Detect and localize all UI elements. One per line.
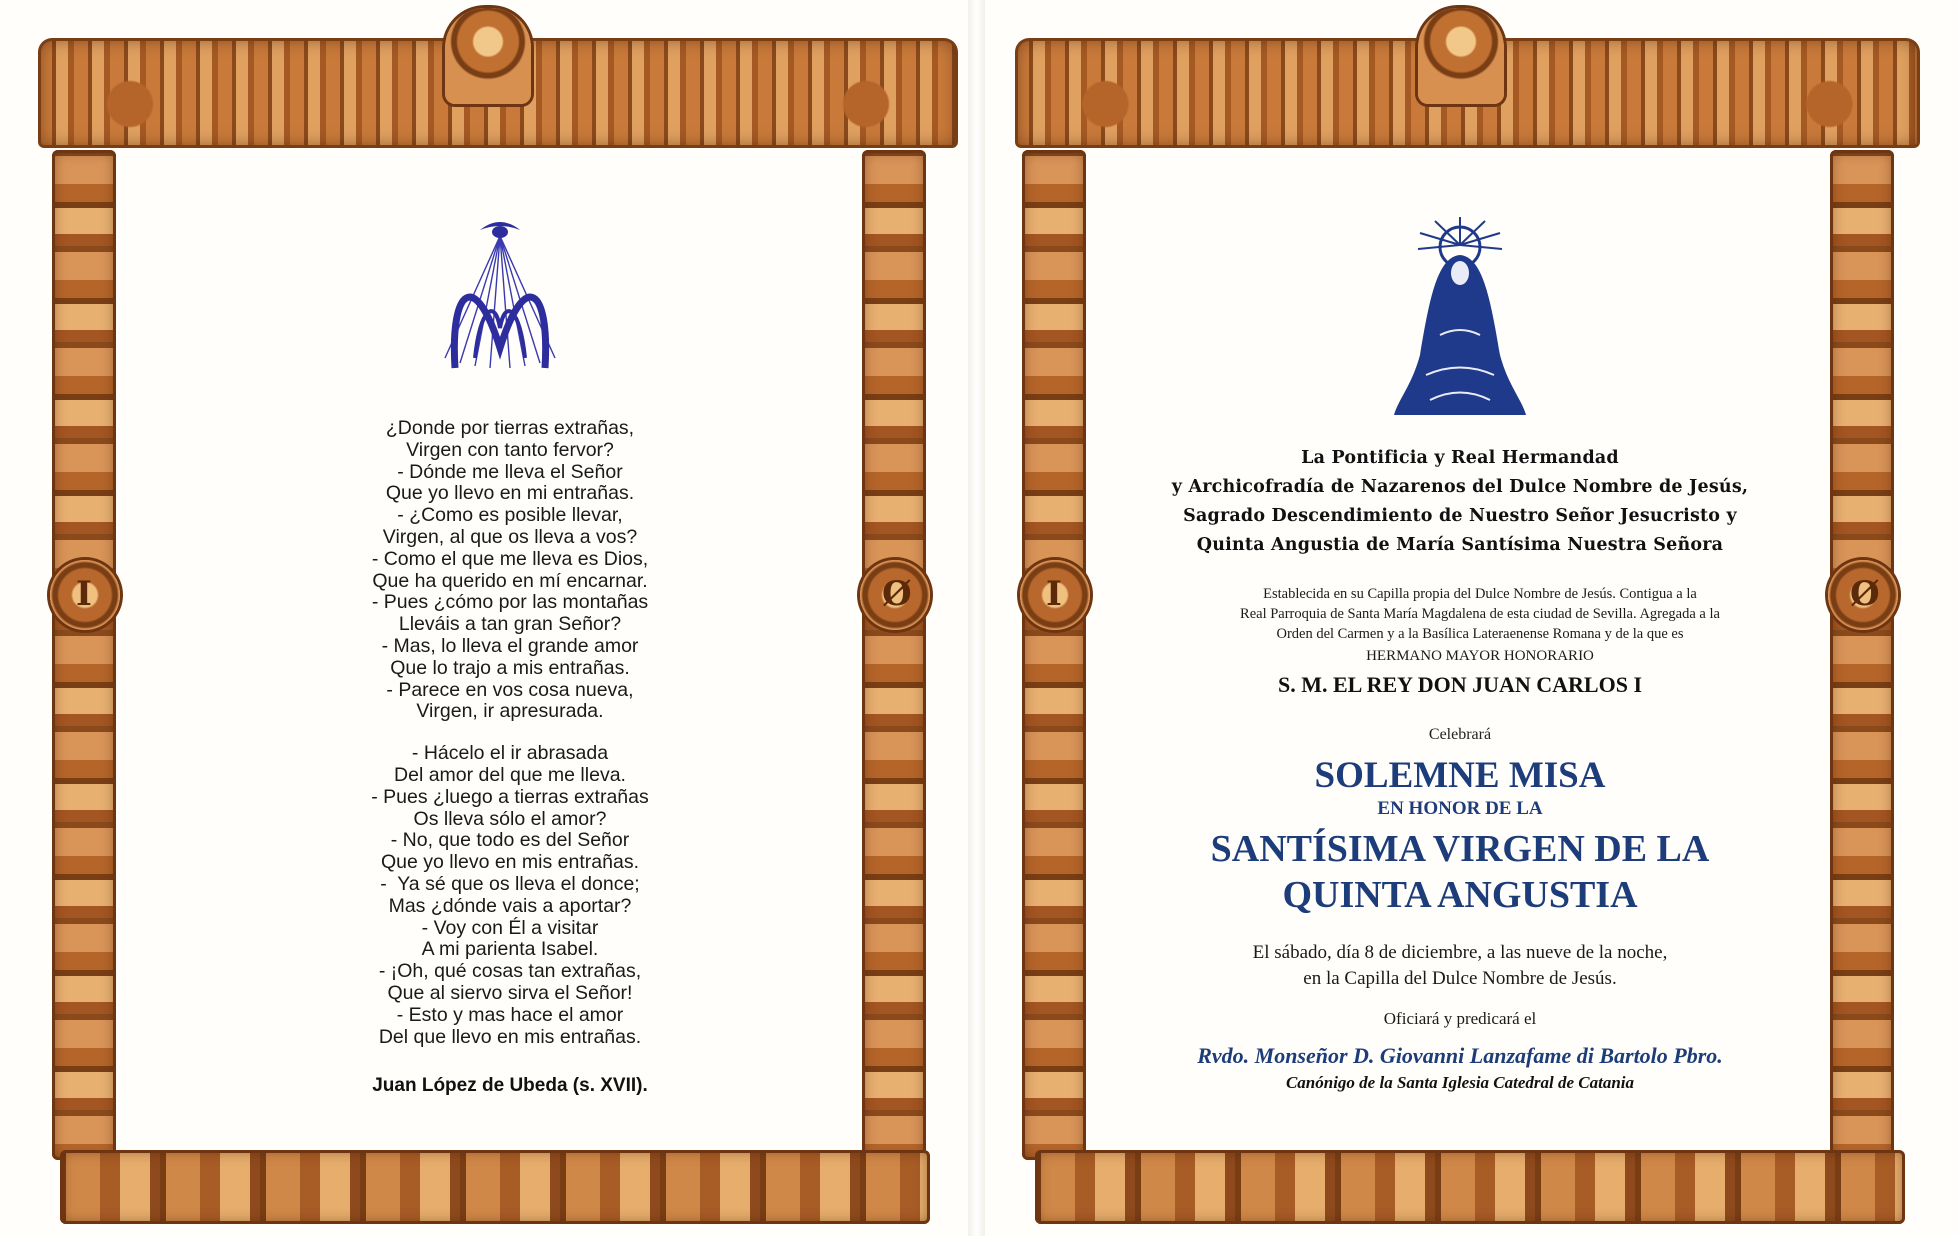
poem-line: Del que llevo en mis entrañas. [378, 1025, 642, 1048]
left-page [0, 0, 968, 1236]
poem-line: - Hácelo el ir abrasada [411, 742, 609, 765]
poem-line: - Pues ¿luego a tierras extrañas [371, 785, 649, 808]
right-ornamental-column [862, 150, 926, 1160]
poem-line: - Pues ¿cómo por las montañas [371, 591, 649, 614]
poem-line: Que yo llevo en mis entrañas. [381, 851, 639, 874]
poem-author: Juan López de Ubeda (s. XVII). [372, 1075, 648, 1096]
poem-line: Que yo llevo en mi entrañas. [385, 482, 635, 505]
honorary-label: HERMANO MAYOR HONORARIO [1366, 648, 1594, 664]
poem-line: Lleváis a tan gran Señor? [398, 613, 622, 636]
mass-title: SOLEMNE MISA [1314, 755, 1606, 796]
virgin-name-line-1: SANTÍSIMA VIRGEN DE LA [1210, 828, 1710, 870]
poem-line: ¿Donde por tierras extrañas, [385, 417, 635, 439]
establishment-line: Orden del Carmen y a la Basílica Lateraenense Romana y de la que es [1276, 626, 1684, 642]
roman-numeral-ornament-right: I [1046, 574, 1062, 614]
poem-line: - Ya sé que os lleva el donce; [380, 872, 640, 895]
poem-line: - ¿Como es posible llevar, [397, 504, 623, 527]
mass-subtitle: EN HONOR DE LA [1377, 798, 1543, 819]
brotherhood-title-line: y Archicofradía de Nazarenos del Dulce Nombre de Jesús, [1171, 477, 1749, 497]
establishment-line: Real Parroquia de Santa María Magdalena de esta ciudad de Sevilla. Agregada a la [1240, 606, 1720, 622]
poem-line: Del amor del que me lleva. [394, 763, 626, 786]
event-place-line: en la Capilla del Dulce Nombre de Jesús. [1303, 968, 1617, 989]
brotherhood-title-line: Sagrado Descendimiento de Nuestro Señor Jesucristo y [1183, 506, 1737, 526]
poem-line: Os lleva sólo el amor? [413, 807, 607, 830]
poem-line: Virgen, al que os lleva a vos? [382, 525, 638, 548]
officiant-title: Canónigo de la Santa Iglesia Catedral de Catania [1285, 1073, 1635, 1092]
poem-line: - Parece en vos cosa nueva, [386, 678, 634, 701]
poem-text [300, 418, 720, 1048]
royal-crest-ornament-right [1418, 8, 1504, 104]
right-ornamental-column-right [1830, 150, 1894, 1160]
poem-line: Que lo trajo a mis entrañas. [390, 656, 630, 679]
left-ornamental-column [52, 150, 116, 1160]
slashed-zero-ornament: Ø [882, 574, 912, 614]
officiant-intro: Oficiará y predicará el [1383, 1009, 1537, 1028]
roman-numeral-ornament: I [76, 574, 92, 614]
poem-line: - No, que todo es del Señor [390, 829, 630, 852]
left-ornamental-column-right [1022, 150, 1086, 1160]
poem-line: - Dónde me lleva el Señor [397, 460, 623, 483]
poem-line: - Voy con Él a visitar [421, 916, 599, 939]
poem-line: Mas ¿dónde vais a aportar? [388, 894, 632, 917]
brotherhood-title-line: La Pontificia y Real Hermandad [1301, 448, 1619, 468]
celebrara-label: Celebrará [1428, 726, 1492, 743]
virgin-name-line-2: QUINTA ANGUSTIA [1282, 874, 1638, 916]
poem-line: A mi parienta Isabel. [421, 938, 599, 961]
bottom-ornamental-border [60, 1150, 930, 1224]
poem-line: Que ha querido en mí encarnar. [372, 569, 648, 592]
bottom-ornamental-border-right [1035, 1150, 1905, 1224]
poem-line: Que al siervo sirva el Señor! [387, 981, 633, 1004]
slashed-zero-ornament-right: Ø [1850, 574, 1880, 614]
establishment-line: Establecida en su Capilla propia del Dulce Nombre de Jesús. Contigua a la [1263, 586, 1697, 602]
event-date-line: El sábado, día 8 de diciembre, a las nueve de la noche, [1252, 942, 1668, 963]
stanza-gap [300, 723, 720, 743]
poem-line: - Mas, lo lleva el grande amor [381, 634, 639, 657]
brotherhood-title-line: Quinta Angustia de María Santísima Nuestra Señora [1196, 535, 1724, 555]
poem-line: Virgen con tanto fervor? [406, 438, 614, 461]
marian-monogram-icon [435, 208, 565, 378]
poem-line: Virgen, ir apresurada. [416, 700, 604, 723]
poem-line: - Esto y mas hace el amor [396, 1003, 624, 1026]
honorary-name: S. M. EL REY DON JUAN CARLOS I [1277, 672, 1643, 697]
officiant-name: Rvdo. Monseñor D. Giovanni Lanzafame di Bartolo Pbro. [1197, 1043, 1723, 1068]
poem-line: - ¡Oh, qué cosas tan extrañas, [378, 960, 642, 983]
virgin-quinta-angustia-icon [1390, 215, 1530, 420]
royal-crest-ornament [445, 8, 531, 104]
page-fold [968, 0, 985, 1236]
poem-line: - Como el que me lleva es Dios, [371, 547, 649, 570]
